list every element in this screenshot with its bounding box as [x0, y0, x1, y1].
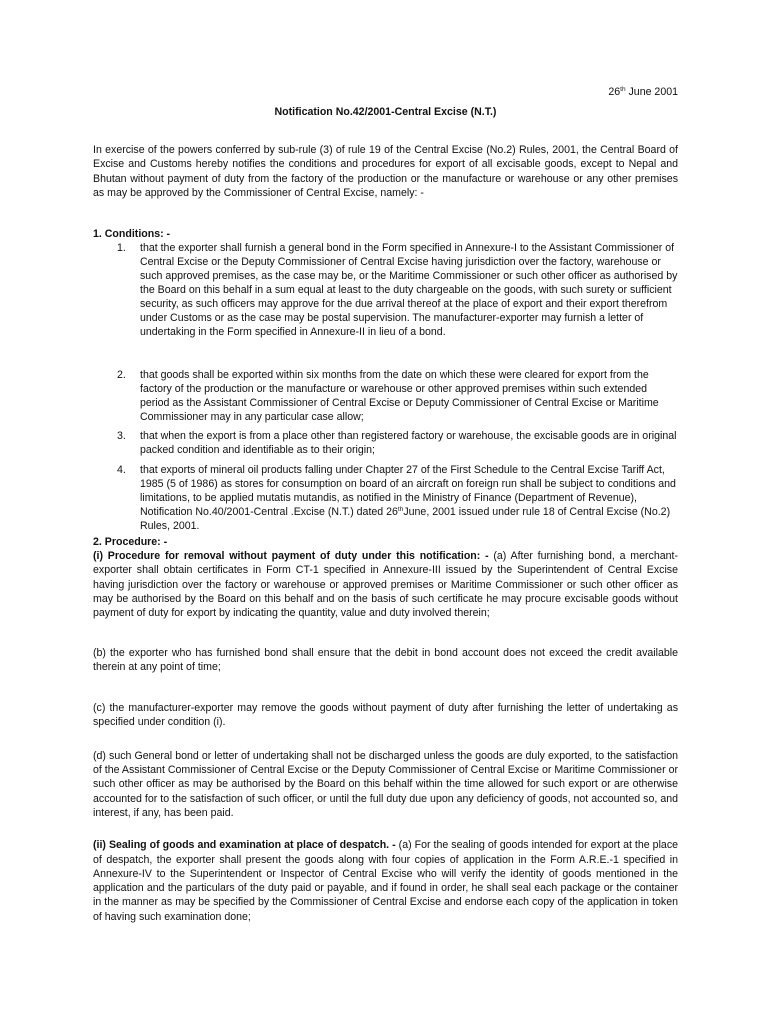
condition-text: that when the export is from a place other than registered factory or warehouse, the excisable goods are in original packed condition and identifiable as to their origin; [140, 430, 677, 457]
procedure-heading: 2. Procedure: - [93, 535, 168, 548]
conditions-heading: 1. Conditions: - [93, 228, 171, 241]
condition-text: that the exporter shall furnish a general bond in the Form specified in Annexure-I to the Assistant Commissioner of Central Excise or the Deputy Commissioner of Central Excise having jurisdiction over the factory, warehouse or such approved premises, as the case may be, or the Maritime Commissioner or such other officer as authorised by the Board on this behalf in a sum equal at least to the duty chargeable on the goods, with such surety or sufficient security, as such officers may approve for the due arrival thereof at the place of export and their export therefrom under Customs or as the case may be postal supervision. The manufacturer-exporter may furnish a letter of undertaking in the Form specified in Annexure-II in lieu of a bond. [140, 242, 678, 338]
procedure-i-heading: (i) Procedure for removal without payment of duty under this notification: - [93, 550, 489, 563]
condition-number: 1. [117, 242, 126, 255]
condition-text-cont: June, 2001 issued under rule 18 of Central Excise (No.2) Rules, 2001. [140, 505, 671, 532]
condition-item [93, 369, 678, 425]
date-suffix: th [620, 86, 626, 93]
condition-number: 3. [117, 430, 126, 443]
date-day: 26 [608, 86, 621, 98]
procedure-i-a [93, 549, 678, 620]
conditions-list [93, 242, 678, 533]
condition-item [93, 464, 678, 534]
condition-number: 2. [117, 368, 126, 381]
condition-item [93, 430, 678, 458]
condition-item [93, 242, 678, 339]
condition-number: 4. [117, 464, 126, 477]
intro-paragraph: In exercise of the powers conferred by sub-rule (3) of rule 19 of the Central Excise (No.2) Rules, 2001, the Central Board of Excise and Customs hereby notifies the conditions and procedures for export of all excisable goods, except to Nepal and Bhutan without payment of duty from the factory of the production or the manufacture or warehouse or any other premises as may be approved by the Commissioner of Central Excise, namely: - [93, 144, 678, 199]
procedure-i-d: (d) such General bond or letter of undertaking shall not be discharged unless the goods are duly exported, to the satisfaction of the Assistant Commissioner of Central Excise or the Deputy Commissioner of Central Excise or Maritime Commissioner or such other officer as may be authorised by the Board on this behalf within the time allowed for such export or are otherwise accounted for to the satisfaction of such officer, or until the full duty due upon any deficiency of goods, not accounted so, and interest, if any, has been paid. [93, 749, 678, 819]
procedure-i-c: (c) the manufacturer-exporter may remove the goods without payment of duty after furnishing the letter of undertaking as specified under condition (i). [93, 702, 678, 729]
procedure-i-a-text: (a) After furnishing bond, a merchant-exporter shall obtain certificates in Form CT-1 specified in Annexure-III issued by the Superintendent of Central Excise having jurisdiction over the factory or warehouse or approved premises or Maritime Commissioner or such other officer as may be authorised by the Board on this behalf and on the basis of such certificate he may procure excisable goods without payment of duty for export by indicating the quantity, value and duty involved therein; [93, 550, 678, 620]
procedure-ii-heading: (ii) Sealing of goods and examination at place of despatch. - [93, 839, 396, 852]
notification-title: Notification No.42/2001-Central Excise (N.T.) [274, 106, 497, 118]
procedure-ii-a-text: (a) For the sealing of goods intended for export at the place of despatch, the exporter shall present the goods along with four copies of application in the Form A.R.E.-1 specified in Annexure-IV to the Superintendent or Inspector of Central Excise who will verify the identity of goods mentioned in the application and the particulars of the duty paid or payable, and if found in order, he shall seal each package or the container in the manner as may be specified by the Commissioner of Central Excise and endorse each copy of the application in token of having such examination done; [93, 839, 679, 923]
condition-text-sup: th [397, 505, 404, 513]
document-page [93, 84, 678, 924]
condition-text: that goods shall be exported within six months from the date on which these were cleared for export from the factory of the production or the manufacture or warehouse or other approved premises within such extended period as the Assistant Commissioner of Central Excise or Deputy Commissioner of Central Excise or Maritime Commissioner may in any particular case allow; [140, 368, 659, 423]
document-date [93, 84, 678, 98]
procedure-ii-a [93, 838, 678, 924]
condition-text: that exports of mineral oil products falling under Chapter 27 of the First Schedule to the Central Excise Tariff Act, 1985 (5 of 1986) as stores for consumption on board of an aircraft on foreign run shall be subject to conditions and limitations, to be applied mutatis mutandis, as notified in the Ministry of Finance (Department of Revenue), Notification No.40/2001-Central .Excise (N.T.) dated 26 [140, 464, 676, 518]
procedure-i-b: (b) the exporter who has furnished bond shall ensure that the debit in bond account does not exceed the credit available therein at any point of time; [93, 646, 678, 673]
date-month-year: June 2001 [625, 86, 678, 98]
